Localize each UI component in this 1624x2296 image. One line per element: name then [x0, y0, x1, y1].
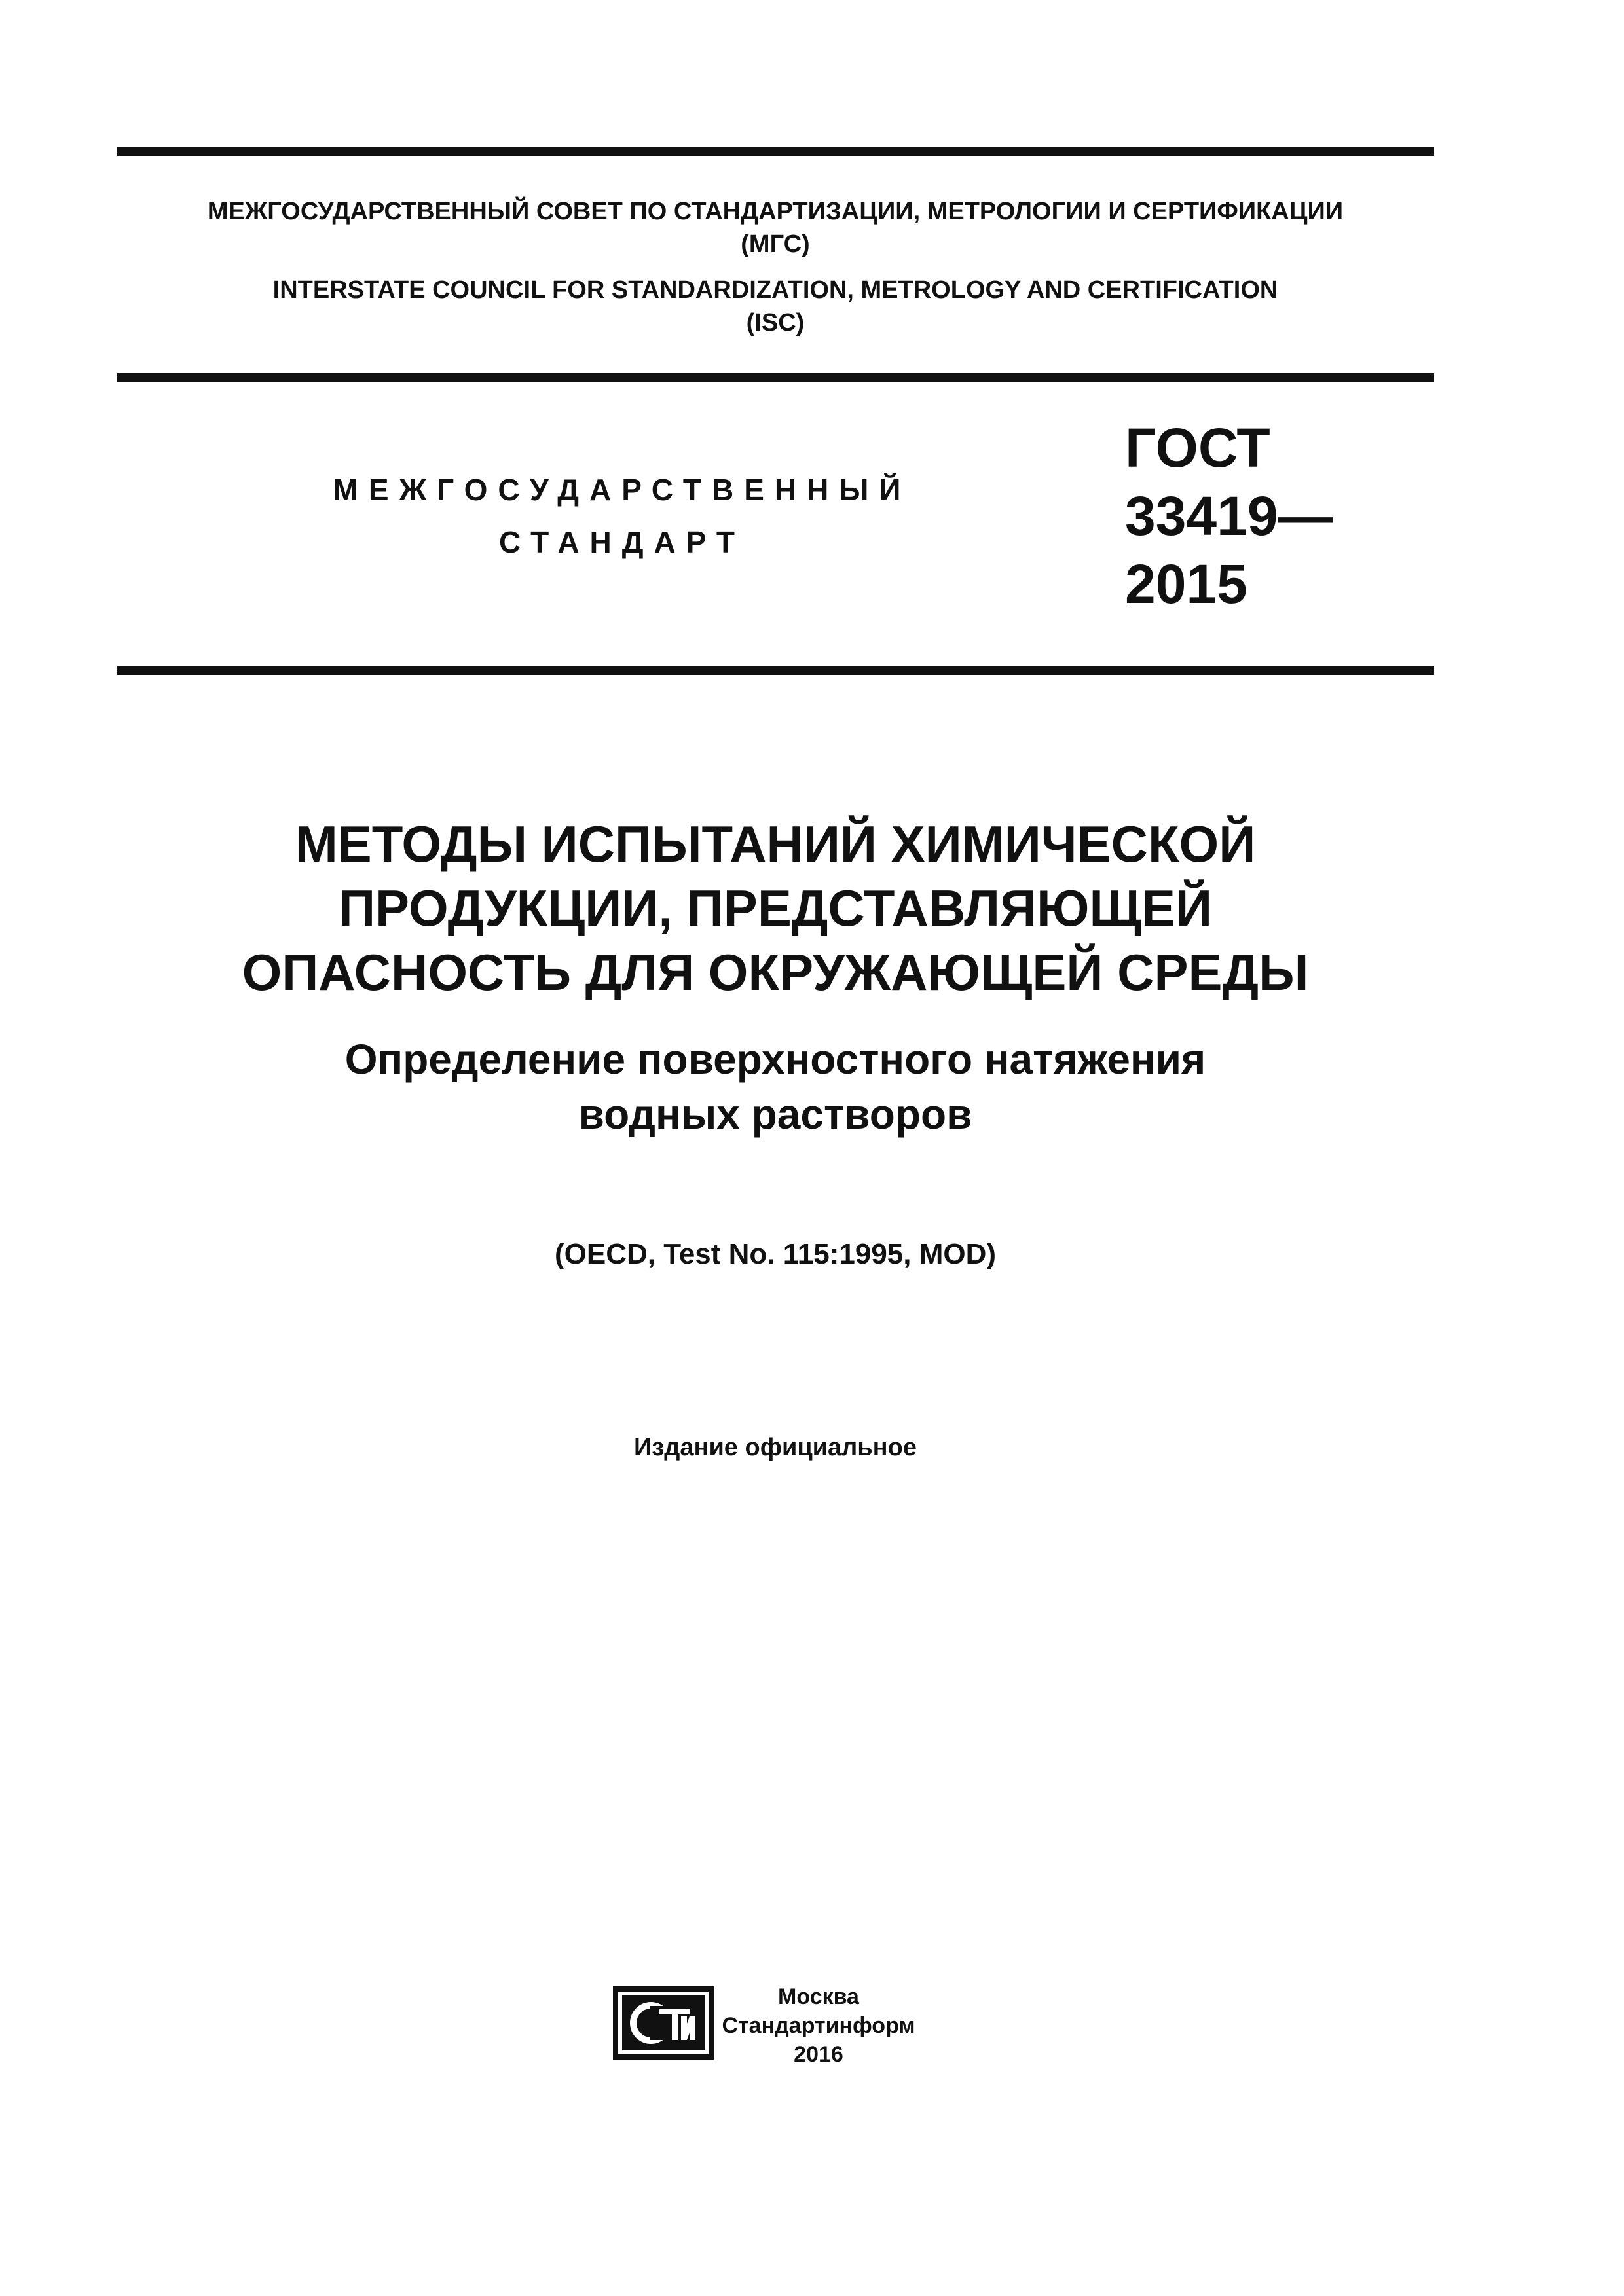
publisher-info	[720, 1982, 917, 2069]
gost-number: 33419—	[1125, 485, 1333, 547]
standard-kind-line1: МЕЖГОСУДАРСТВЕННЫЙ	[333, 473, 912, 507]
council-name-ru	[117, 195, 1434, 261]
oecd-reference: (OECD, Test No. 115:1995, MOD)	[554, 1238, 997, 1270]
header-bottom-rule	[117, 666, 1434, 675]
document-subtitle-line1: Определение поверхностного натяжения	[344, 1036, 1206, 1083]
council-abbr-en: (ISC)	[746, 309, 805, 337]
council-abbr-ru: (МГС)	[741, 230, 810, 258]
gost-designation	[1125, 414, 1333, 618]
document-title-line2: ПРОДУКЦИИ, ПРЕДСТАВЛЯЮЩЕЙ	[338, 879, 1213, 937]
publisher-year: 2016	[794, 2042, 843, 2067]
top-rule	[117, 147, 1434, 156]
document-title-line1: МЕТОДЫ ИСПЫТАНИЙ ХИМИЧЕСКОЙ	[295, 815, 1256, 873]
publisher-city: Москва	[778, 1984, 859, 2009]
standard-kind	[295, 464, 950, 568]
middle-rule	[117, 373, 1434, 382]
document-subtitle	[117, 1032, 1434, 1142]
gost-year: 2015	[1125, 553, 1247, 615]
standard-kind-line2: СТАНДАРТ	[499, 525, 745, 559]
edition-label: Издание официальное	[634, 1434, 917, 1461]
council-name-en	[117, 274, 1434, 339]
standartinform-logo-icon	[613, 1986, 714, 2060]
gost-label: ГОСТ	[1125, 417, 1270, 479]
document-title-line3: ОПАСНОСТЬ ДЛЯ ОКРУЖАЮЩЕЙ СРЕДЫ	[242, 943, 1309, 1001]
document-title	[117, 812, 1434, 1004]
council-name-en-line: INTERSTATE COUNCIL FOR STANDARDIZATION, METROLOGY AND CERTIFICATION	[272, 276, 1278, 304]
document-subtitle-line2: водных растворов	[578, 1091, 972, 1138]
council-name-ru-line: МЕЖГОСУДАРСТВЕННЫЙ СОВЕТ ПО СТАНДАРТИЗАЦИИ, МЕТРОЛОГИИ И СЕРТИФИКАЦИИ	[207, 198, 1344, 225]
publisher-name: Стандартинформ	[722, 2013, 915, 2038]
